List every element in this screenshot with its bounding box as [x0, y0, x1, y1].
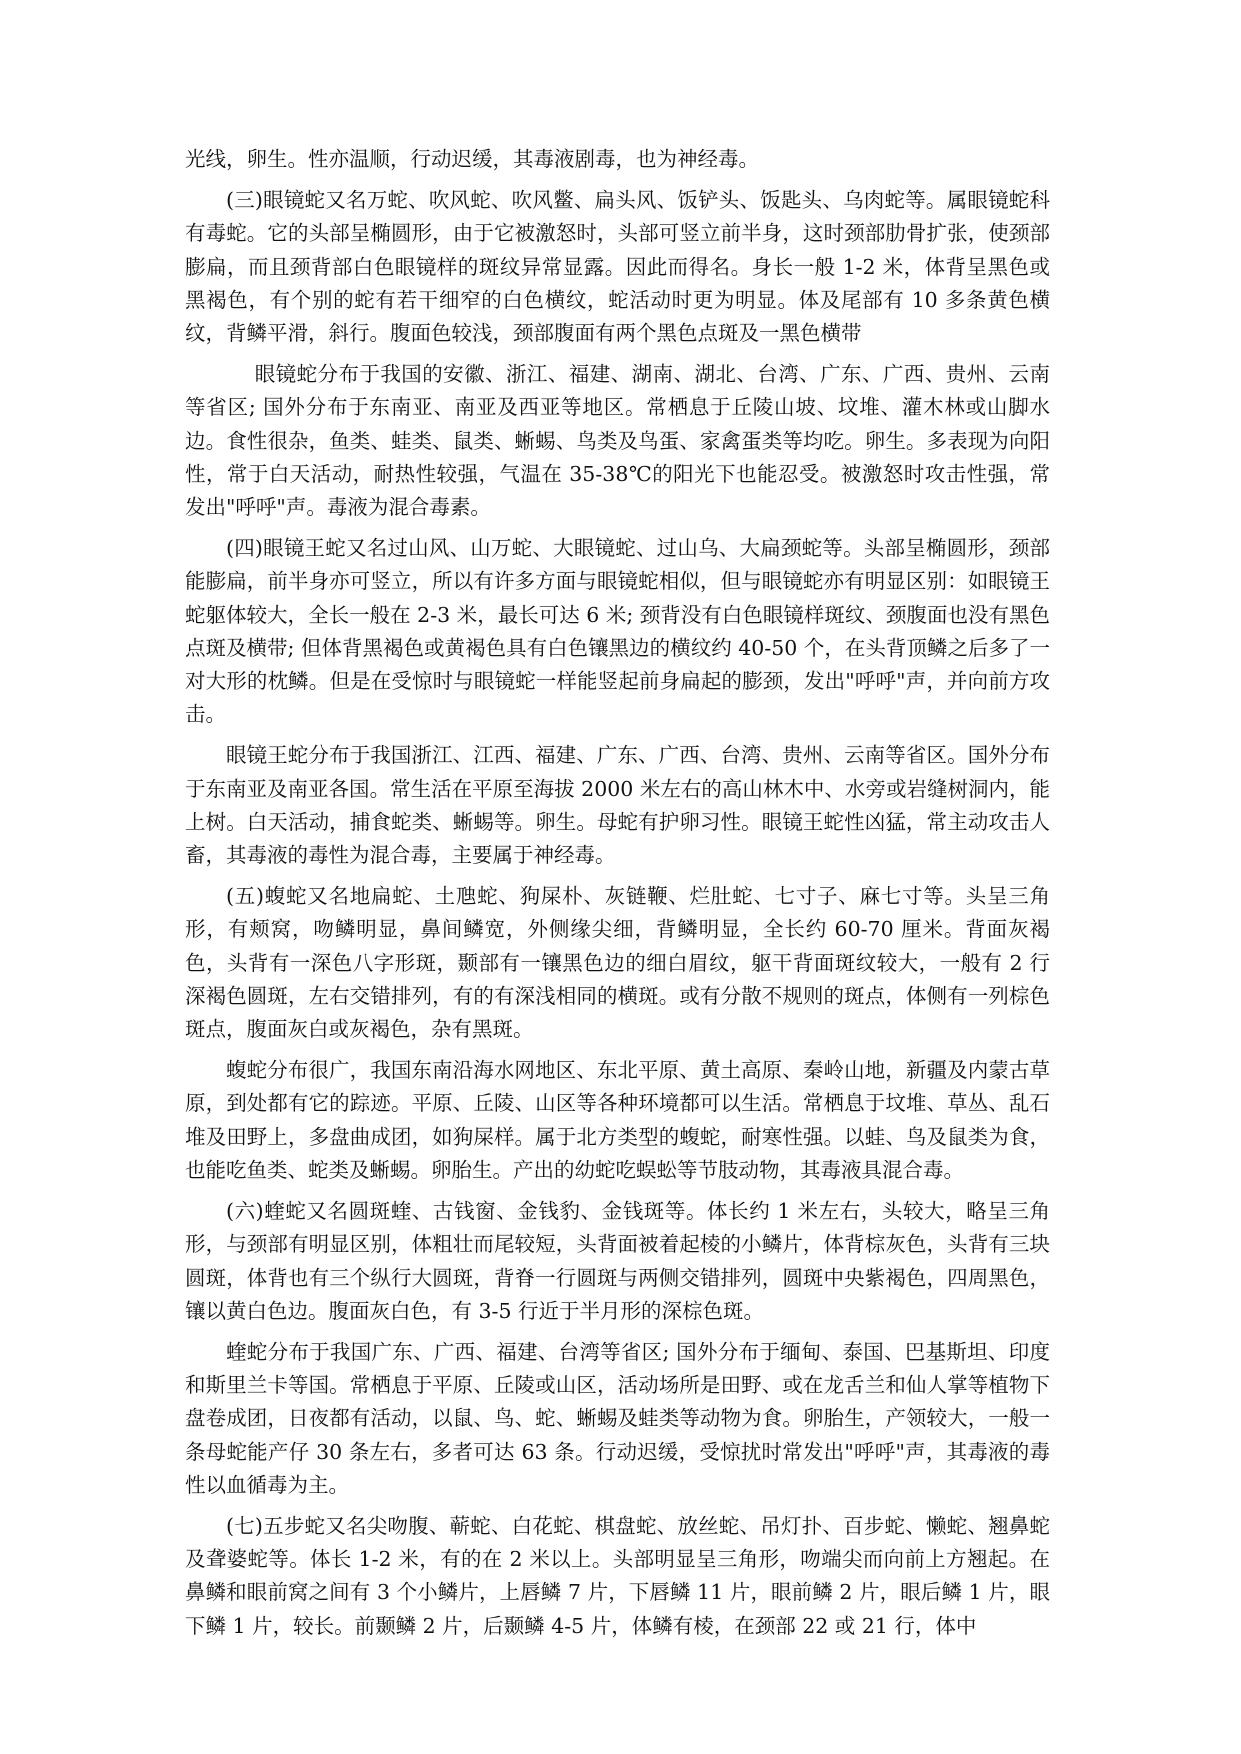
paragraph-continuation: 光线，卵生。性亦温顺，行动迟缓，其毒液剧毒，也为神经毒。 [185, 147, 759, 171]
paragraph-five-pacer-description: (七)五步蛇又名尖吻腹、蕲蛇、白花蛇、棋盘蛇、放丝蛇、吊灯扑、百步蛇、懒蛇、翘鼻蛇及聋婆蛇等。体长 1-2 米，有的在 2 米以上。头部明显呈三角形，吻端尖而向前上方翘起。在鼻鳞和眼前窝之间有 3 个小鳞片，上唇鳞 7 片，下唇鳞 11 片，眼前鳞 2 片，眼后鳞 1 片，眼下鳞 1 片，较长。前颞鳞 2 片，后颞鳞 4-5 片，体鳞有棱，在颈部 22 或 21 行，体中 [185, 1513, 1050, 1638]
document-body [185, 143, 1050, 1643]
paragraph-russells-viper-description: (六)蝰蛇又名圆斑蝰、古钱窗、金钱豹、金钱斑等。体长约 1 米左右，头较大，略呈三角形，与颈部有明显区别，体粗壮而尾较短，头背面被着起棱的小鳞片，体背棕灰色，头背有三块圆斑，体背也有三个纵行大圆斑，背脊一行圆斑与两侧交错排列，圆斑中央紫褐色，四周黑色，镶以黄白色边。腹面灰白色，有 3-5 行近于半月形的深棕色斑。 [185, 1199, 1050, 1323]
paragraph-king-cobra-description: (四)眼镜王蛇又名过山风、山万蛇、大眼镜蛇、过山乌、大扁颈蛇等。头部呈椭圆形，颈部能膨扁，前半身亦可竖立，所以有许多方面与眼镜蛇相似，但与眼镜蛇亦有明显区别：如眼镜王蛇躯体较大，全长一般在 2-3 米，最长可达 6 米; 颈背没有白色眼镜样斑纹、颈腹面也没有黑色点斑及横带; 但体背黑褐色或黄褐色具有白色镶黑边的横纹约 40-50 个，在头背顶鳞之后多了一对大形的枕鳞。但是在受惊时与眼镜蛇一样能竖起前身扁起的膨颈，发出"呼呼"声，并向前方攻击。 [185, 536, 1050, 727]
paragraph-pit-viper-description: (五)蝮蛇又名地扁蛇、土虺蛇、狗屎朴、灰链鞭、烂肚蛇、七寸子、麻七寸等。头呈三角形，有颊窝，吻鳞明显，鼻间鳞宽，外侧缘尖细，背鳞明显，全长约 60-70 厘米。背面灰褐色，头背有一深色八字形斑，颞部有一镶黑色边的细白眉纹，躯干背面斑纹较大，一般有 2 行深褐色圆斑，左右交错排列，有的有深浅相同的横斑。或有分散不规则的斑点，体侧有一列棕色斑点，腹面灰白或灰褐色，杂有黑斑。 [185, 884, 1050, 1042]
paragraph-king-cobra-distribution: 眼镜王蛇分布于我国浙江、江西、福建、广东、广西、台湾、贵州、云南等省区。国外分布于东南亚及南亚各国。常生活在平原至海拔 2000 米左右的高山林木中、水旁或岩缝树洞内，能上树。白天活动，捕食蛇类、蜥蜴等。卵生。母蛇有护卵习性。眼镜王蛇性凶猛，常主动攻击人畜，其毒液的毒性为混合毒，主要属于神经毒。 [185, 743, 1050, 868]
paragraph-russells-viper-distribution: 蝰蛇分布于我国广东、广西、福建、台湾等省区; 国外分布于缅甸、泰国、巴基斯坦、印度和斯里兰卡等国。常栖息于平原、丘陵或山区，活动场所是田野、或在龙舌兰和仙人掌等植物下盘卷成团，日夜都有活动，以鼠、鸟、蛇、蜥蜴及蛙类等动物为食。卵胎生，产领较大，一般一条母蛇能产仔 30 条左右，多者可达 63 条。行动迟缓，受惊扰时常发出"呼呼"声，其毒液的毒性以血循毒为主。 [185, 1339, 1050, 1497]
paragraph-pit-viper-distribution: 蝮蛇分布很广，我国东南沿海水网地区、东北平原、黄土高原、秦岭山地，新疆及内蒙古草原，到处都有它的踪迹。平原、丘陵、山区等各种环境都可以生活。常栖息于坟堆、草丛、乱石堆及田野上，多盘曲成团，如狗屎样。属于北方类型的蝮蛇，耐寒性强。以蛙、鸟及鼠类为食，也能吃鱼类、蛇类及蜥蜴。卵胎生。产出的幼蛇吃蜈蚣等节肢动物，其毒液具混合毒。 [185, 1058, 1050, 1182]
paragraph-cobra-distribution: 眼镜蛇分布于我国的安徽、浙江、福建、湖南、湖北、台湾、广东、广西、贵州、云南等省区; 国外分布于东南亚、南亚及西亚等地区。常栖息于丘陵山坡、坟堆、灌木林或山脚水边。食性很杂，鱼类、蛙类、鼠类、蜥蜴、鸟类及鸟蛋、家禽蛋类等均吃。卵生。多表现为向阳性，常于白天活动，耐热性较强，气温在 35-38℃的阳光下也能忍受。被激怒时攻击性强，常发出"呼呼"声。毒液为混合毒素。 [185, 362, 1050, 520]
paragraph-cobra-description: (三)眼镜蛇又名万蛇、吹风蛇、吹风鳖、扁头风、饭铲头、饭匙头、乌肉蛇等。属眼镜蛇科有毒蛇。它的头部呈椭圆形，由于它被激怒时，头部可竖立前半身，这时颈部肋骨扩张，使颈部膨扁，而且颈背部白色眼镜样的斑纹异常显露。因此而得名。身长一般 1-2 米，体背呈黑色或黑褐色，有个别的蛇有若干细窄的白色横纹，蛇活动时更为明显。体及尾部有 10 多条黄色横纹，背鳞平滑，斜行。腹面色较浅，颈部腹面有两个黑色点斑及一黑色横带 [185, 188, 1050, 346]
